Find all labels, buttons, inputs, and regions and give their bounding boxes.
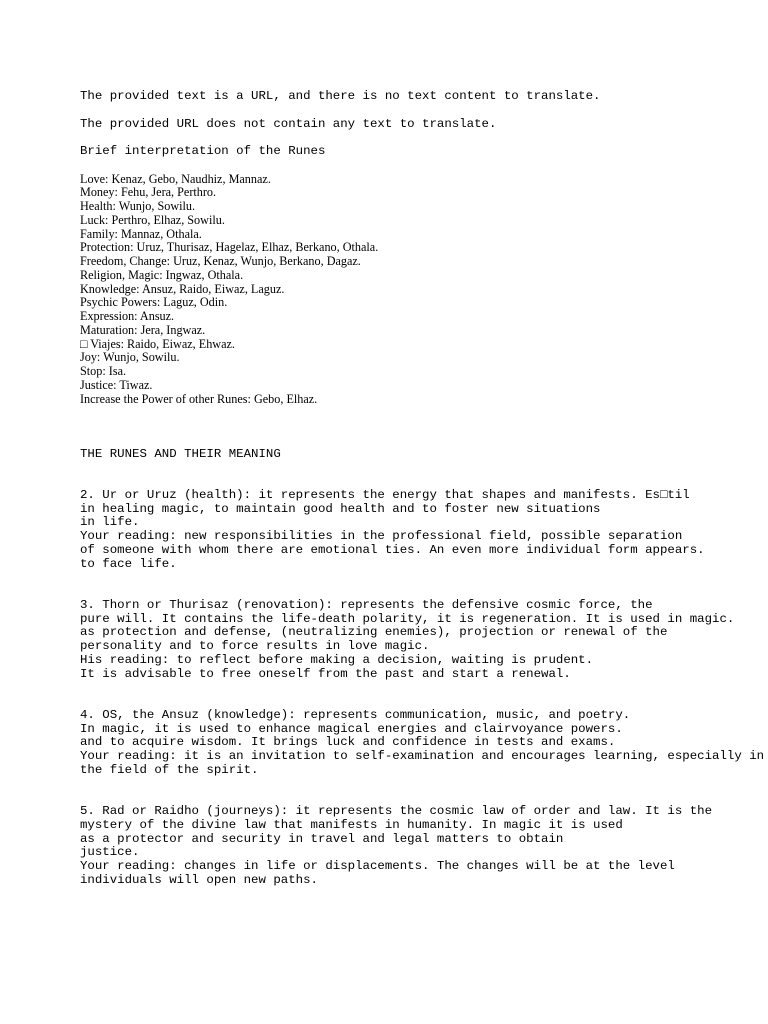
paragraph-line: to face life.	[80, 556, 177, 571]
paragraph-line: pure will. It contains the life-death polarity, it is regeneration. It is used in magic.	[80, 611, 735, 626]
list-item: Expression: Ansuz.	[80, 309, 175, 323]
list-item: Justice: Tiwaz.	[80, 377, 153, 392]
paragraph-line: In magic, it is used to enhance magical energies and clairvoyance powers.	[80, 721, 623, 736]
intro-line-1: The provided text is a URL, and there is no text content to translate.	[80, 89, 601, 103]
list-item: Family: Mannaz, Othala.	[80, 226, 202, 241]
section-title: THE RUNES AND THEIR MEANING	[80, 446, 281, 461]
paragraph-line: 3. Thorn or Thurisaz (renovation): represents the defensive cosmic force, the	[80, 597, 653, 612]
list-item: Love: Kenaz, Gebo, Naudhiz, Mannaz.	[80, 171, 271, 186]
list-item: Freedom, Change: Uruz, Kenaz, Wunjo, Berkano, Dagaz.	[80, 254, 361, 268]
paragraph-line: of someone with whom there are emotional ties. An even more individual form appears.	[80, 542, 705, 557]
rune-paragraph-uruz	[80, 489, 768, 572]
list-item: Joy: Wunjo, Sowilu.	[80, 350, 180, 365]
paragraph-line: mystery of the divine law that manifests in humanity. In magic it is used	[80, 817, 623, 832]
paragraph-line: 5. Rad or Raidho (journeys): it represents the cosmic law of order and law. It is the	[80, 804, 713, 818]
list-item: Religion, Magic: Ingwaz, Othala.	[80, 267, 244, 282]
paragraph-line: Your reading: changes in life or displacements. The changes will be at the level	[80, 859, 675, 873]
paragraph-line: as a protector and security in travel and legal matters to obtain	[80, 831, 564, 846]
paragraph-line: individuals will open new paths.	[80, 872, 318, 887]
rune-paragraph-ansuz	[80, 709, 768, 778]
document-page	[80, 90, 768, 888]
list-item: □ Viajes: Raido, Eiwaz, Ehwaz.	[80, 336, 235, 351]
paragraph-line: Your reading: new responsibilities in the professional field, possible separation	[80, 529, 683, 543]
list-item: Health: Wunjo, Sowilu.	[80, 199, 196, 213]
list-item: Knowledge: Ansuz, Raido, Eiwaz, Laguz.	[80, 281, 285, 296]
intro-line-2: The provided URL does not contain any text to translate.	[80, 116, 497, 131]
paragraph-line: as protection and defense, (neutralizing enemies), projection or renewal of the	[80, 625, 668, 640]
paragraph-line: in life.	[80, 515, 140, 530]
list-item: Maturation: Jera, Ingwaz.	[80, 322, 206, 337]
rune-paragraph-raidho	[80, 805, 768, 888]
paragraph-line: It is advisable to free oneself from the past and start a renewal.	[80, 666, 571, 681]
paragraph-line: 2. Ur or Uruz (health): it represents the energy that shapes and manifests. Es□til	[80, 487, 690, 502]
paragraph-line: the field of the spirit.	[80, 762, 259, 777]
paragraph-line: His reading: to reflect before making a decision, waiting is prudent.	[80, 652, 594, 667]
paragraph-line: justice.	[80, 845, 140, 860]
list-item: Increase the Power of other Runes: Gebo, Elhaz.	[80, 391, 318, 406]
interpretation-heading: Brief interpretation of the Runes	[80, 144, 326, 158]
list-item: Protection: Uruz, Thurisaz, Hagelaz, Elhaz, Berkano, Othala.	[80, 240, 379, 255]
list-item: Psychic Powers: Laguz, Odin.	[80, 295, 228, 310]
rune-paragraph-thurisaz	[80, 599, 768, 682]
interpretation-list	[80, 173, 768, 407]
paragraph-line: in healing magic, to maintain good health and to foster new situations	[80, 501, 601, 516]
list-item: Money: Fehu, Jera, Perthro.	[80, 185, 217, 200]
paragraph-line: personality and to force results in love magic.	[80, 639, 430, 653]
list-item: Stop: Isa.	[80, 364, 127, 378]
paragraph-line: 4. OS, the Ansuz (knowledge): represents communication, music, and poetry.	[80, 707, 631, 722]
list-item: Luck: Perthro, Elhaz, Sowilu.	[80, 212, 225, 227]
paragraph-line: and to acquire wisdom. It brings luck and confidence in tests and exams.	[80, 735, 616, 750]
paragraph-line: Your reading: it is an invitation to self-examination and encourages learning, especially in	[80, 749, 765, 763]
